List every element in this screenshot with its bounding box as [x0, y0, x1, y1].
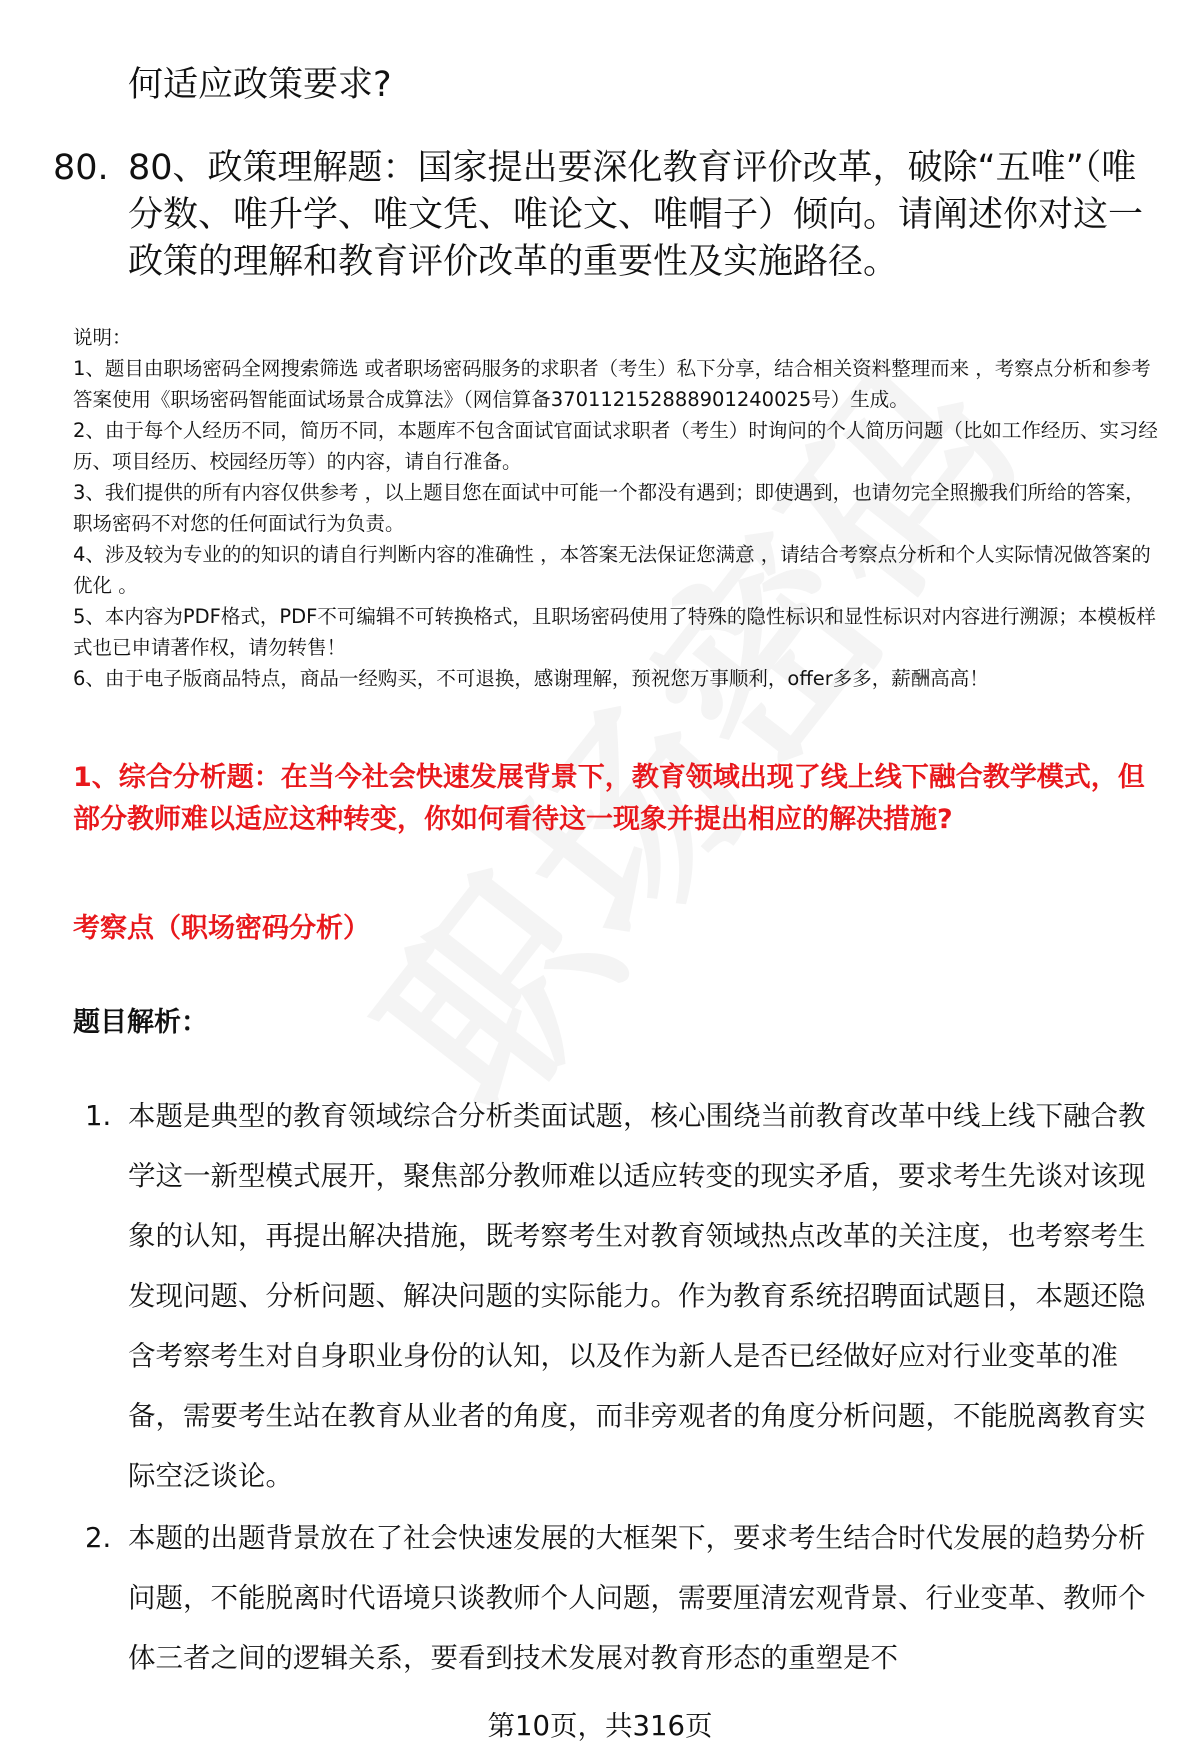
question-80-text: 80、政策理解题：国家提出要深化教育评价改革，破除“五唯”（唯分数、唯升学、唯文凭、唯论文、唯帽子）倾向。请阐述你对这一政策的理解和教育评价改革的重要性及实施路径。 — [128, 148, 1144, 282]
analysis-list — [73, 1086, 1158, 1688]
question-1-title: 1、综合分析题：在当今社会快速发展背景下，教育领域出现了线上线下融合教学模式，但部分教师难以适应这种转变，你如何看待这一现象并提出相应的解决措施? — [73, 762, 1145, 835]
analysis-item-number: 1. — [85, 1100, 112, 1132]
analysis-item — [73, 1086, 1158, 1506]
analysis-item-text: 本题的出题背景放在了社会快速发展的大框架下，要求考生结合时代发展的趋势分析问题，不能脱离时代语境只谈教师个人问题，需要厘清宏观背景、行业变革、教师个体三者之间的逻辑关系，要看到技术发展对教育形态的重塑是不 — [128, 1522, 1146, 1674]
analysis-item — [73, 1508, 1158, 1688]
notes-item-6: 6、由于电子版商品特点，商品一经购买，不可退换，感谢理解，预祝您万事顺利，offer多多，薪酬高高！ — [73, 667, 989, 690]
notes-item-4: 4、涉及较为专业的的知识的请自行判断内容的准确性 ，本答案无法保证您满意 ，请结合考察点分析和个人实际情况做答案的优化 。 — [73, 543, 1151, 597]
notes-item-3: 3、我们提供的所有内容仅供参考 ，以上题目您在面试中可能一个都没有遇到；即使遇到，也请勿完全照搬我们所给的答案，职场密码不对您的任何面试行为负责。 — [73, 481, 1145, 535]
notes-item-2: 2、由于每个人经历不同，简历不同，本题库不包含面试官面试求职者（考生）时询问的个人简历问题（比如工作经历、实习经历、项目经历、校园经历等）的内容，请自行准备。 — [73, 419, 1158, 473]
analysis-heading: 题目解析： — [73, 1007, 208, 1038]
notes-item-1: 1、题目由职场密码全网搜索筛选 或者职场密码服务的求职者（考生）私下分享，结合相关资料整理而来 ，考察点分析和参考答案使用《职场密码智能面试场景合成算法》（网信算备370112152888901240025号）生成。 — [73, 357, 1151, 411]
analysis-item-text: 本题是典型的教育领域综合分析类面试题，核心围绕当前教育改革中线上线下融合教学这一新型模式展开，聚焦部分教师难以适应转变的现实矛盾，要求考生先谈对该现象的认知，再提出解决措施，既考察考生对教育领域热点改革的关注度，也考察考生发现问题、分析问题、解决问题的实际能力。作为教育系统招聘面试题目，本题还隐含考察考生对自身职业身份的认知，以及作为新人是否已经做好应对行业变革的准备，需要考生站在教育从业者的角度，而非旁观者的角度分析问题，不能脱离教育实际空泛谈论。 — [128, 1100, 1146, 1492]
disclaimer-notes — [73, 322, 1158, 694]
kaochadian-heading: 考察点（职场密码分析） — [73, 913, 370, 944]
question-80-number: 80. — [53, 148, 109, 188]
analysis-item-number: 2. — [85, 1522, 112, 1554]
notes-heading: 说明： — [73, 326, 132, 349]
previous-question-tail: 何适应政策要求? — [128, 65, 392, 105]
page-footer: 第10页，共316页 — [487, 1710, 713, 1742]
notes-item-5: 5、本内容为PDF格式，PDF不可编辑不可转换格式，且职场密码使用了特殊的隐性标识和显性标识对内容进行溯源；本模板样式也已申请著作权，请勿转售！ — [73, 605, 1156, 659]
